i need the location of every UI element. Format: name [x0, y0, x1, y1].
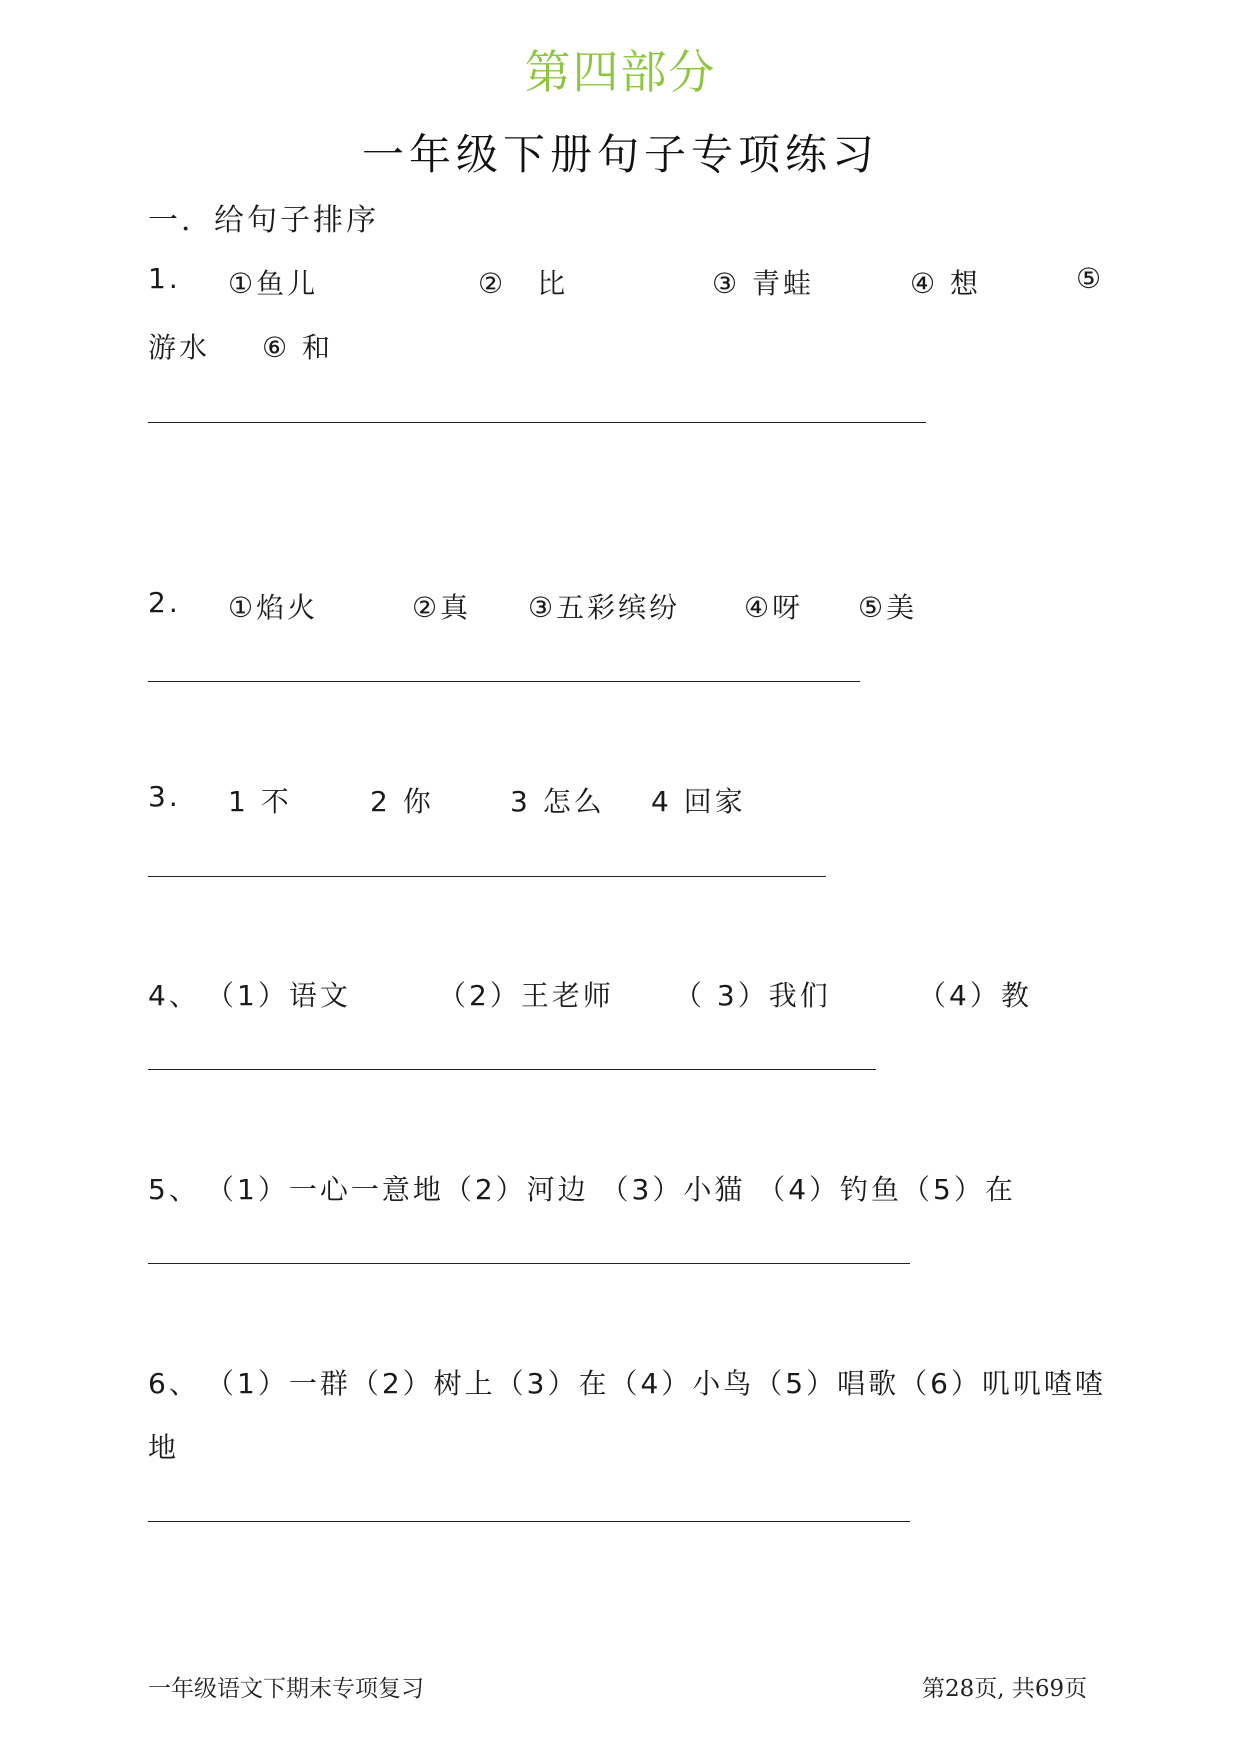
- answer-line[interactable]: [148, 681, 860, 682]
- answer-line[interactable]: [148, 876, 826, 877]
- question-item: ⑤美: [858, 591, 918, 624]
- question-item: ③ 青蛙: [712, 267, 815, 300]
- question-item: （2）王老师: [438, 979, 614, 1012]
- question-item: 4 回家: [651, 785, 746, 818]
- question-number: 3.: [148, 780, 181, 813]
- question-item: ⑤: [1076, 262, 1105, 295]
- question-item: （1）一群（2）树上（3）在（4）小鸟（5）唱歌（6）叽叽喳喳: [206, 1367, 1106, 1400]
- question-item: （ 3）我们: [674, 979, 831, 1012]
- question-item: ② 比: [478, 267, 569, 300]
- question-number: 4、: [148, 979, 200, 1012]
- page-number: 第28页, 共69页: [922, 1676, 1088, 1702]
- question-item: 游水: [148, 331, 211, 364]
- question-item: 1 不: [228, 785, 292, 818]
- answer-line[interactable]: [148, 1521, 910, 1522]
- page-title: 一年级下册句子专项练习: [361, 130, 879, 179]
- question-number: 2.: [148, 586, 181, 619]
- part-title: 第四部分: [524, 45, 717, 99]
- question-item: （4）教: [918, 979, 1032, 1012]
- question-item: ⑥ 和: [262, 331, 334, 364]
- question-number: 6、: [148, 1367, 200, 1400]
- question-item: （1）语文: [206, 979, 351, 1012]
- question-item: ②真: [412, 591, 472, 624]
- answer-line[interactable]: [148, 1263, 910, 1264]
- question-item: 地: [148, 1431, 180, 1464]
- answer-line[interactable]: [148, 1069, 876, 1070]
- question-item: （1）一心一意地（2）河边 （3）小猫 （4）钓鱼（5）在: [206, 1173, 1016, 1206]
- question-item: 3 怎么: [510, 785, 605, 818]
- section-heading: 一．给句子排序: [148, 203, 379, 238]
- footer-title: 一年级语文下期末专项复习: [148, 1676, 424, 1702]
- question-number: 1.: [148, 262, 181, 295]
- question-item: ①鱼儿: [228, 267, 319, 300]
- question-item: ①焰火: [228, 591, 319, 624]
- question-number: 5、: [148, 1173, 200, 1206]
- question-item: ③五彩缤纷: [528, 591, 681, 624]
- question-item: ④呀: [744, 591, 804, 624]
- question-item: ④ 想: [910, 267, 982, 300]
- question-item: 2 你: [370, 785, 434, 818]
- answer-line[interactable]: [148, 422, 926, 423]
